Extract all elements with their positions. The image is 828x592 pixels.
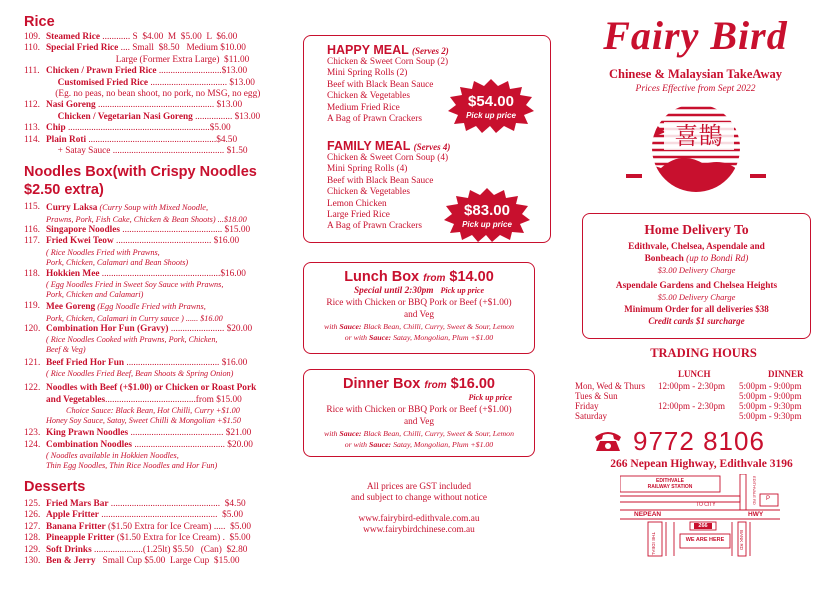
gst-note-2: and subject to change without notice: [350, 493, 488, 503]
delivery-charge-1: $3.00 Delivery Charge: [657, 265, 736, 275]
list-item: 114. Plain Roti .......................................................$4.50: [24, 134, 238, 145]
list-item: 128. Pineapple Fritter ($1.50 Extra for Ice Cream) . $5.00: [24, 533, 251, 544]
list-item-note: ( Rice Noodles Fried Beef, Bean Shoots & Spring Onion): [46, 369, 234, 379]
list-item: 121. Beef Fried Hor Fun ........................................ $16.00: [24, 357, 248, 368]
hours-lunch: 12:00pm - 2:30pm: [658, 401, 725, 411]
happy-meal-title: HAPPY MEAL (Serves 2): [327, 43, 449, 57]
list-item: 119. Mee Goreng (Egg Noodle Fried with Prawns,: [24, 301, 206, 313]
family-meal-items: [327, 153, 450, 233]
list-item: 126. Apple Fritter .................................................. $5.00: [24, 510, 244, 521]
lunch-line2: and Veg: [403, 310, 435, 320]
list-item-note: ( Rice Noodles Cooked with Prawns, Pork, Chicken,: [46, 334, 218, 344]
noodles-heading-row: [24, 163, 270, 199]
address: 266 Nepean Highway, Edithvale 3196: [610, 458, 793, 470]
meal-item: Chicken & Sweet Corn Soup (4): [327, 153, 449, 163]
meal-item: Chicken & Sweet Corn Soup (2): [327, 57, 449, 67]
credit-surcharge: Credit cards $1 surcharge: [648, 316, 745, 326]
meal-item: Lemon Chicken: [327, 198, 387, 209]
map-bank-rd: BANK RD: [739, 530, 744, 551]
list-item-note: ( Noodles available in Hokkien Noodles,: [46, 450, 179, 460]
hours-days: Friday: [575, 401, 599, 411]
lunch-sauce2: or with Sauce: Satay, Mongolian, Plum +$1.00: [344, 333, 494, 342]
mid-footer: [303, 482, 535, 536]
list-item: 125. Fried Mars Bar ............................................... $4.50: [24, 498, 246, 509]
list-item: Customised Fried Rice ................................. $13.00: [46, 77, 255, 88]
hours-row: [563, 381, 828, 391]
dinner-sauce1: with Sauce: Black Bean, Chilli, Curry, Sweet & Sour, Lemon: [324, 429, 514, 438]
dinner-line2: and Veg: [403, 417, 435, 427]
list-item: 110. Special Fried Rice .... Small $8.50 Medium $10.00: [24, 43, 246, 54]
telephone-icon: [593, 429, 623, 453]
map-we-are-here: WE ARE HERE: [685, 537, 725, 543]
rice-heading: Rice: [24, 14, 55, 30]
hours-row: [563, 401, 828, 411]
map-number: 266: [698, 523, 708, 529]
list-item: Chicken / Vegetarian Nasi Goreng ................ $13.00: [46, 111, 261, 122]
list-item: (Eg. no peas, no bean shoot, no pork, no MSG, no egg): [46, 89, 261, 100]
family-pickup-label: Pick up price: [462, 220, 512, 229]
list-item-note: Pork, Chicken and Calamari): [46, 290, 144, 300]
list-item-note: Pork, Chicken, Calamari in Curry sauce ) ...... $16.00: [46, 313, 223, 323]
hours-row: [563, 391, 828, 401]
meal-item: Beef with Black Bean Sauce: [327, 175, 434, 186]
meal-item: A Bag of Prawn Crackers: [327, 114, 423, 125]
list-item-cont: and Vegetables .......................................from $15.00: [46, 394, 242, 405]
list-item: Large (Former Extra Large) $11.00: [46, 54, 250, 65]
dinner-header: DINNER: [768, 369, 804, 379]
delivery-area-1: Edithvale, Chelsea, Aspendale and: [628, 242, 765, 252]
list-item: 120. Combination Hor Fun (Gravy) ....................... $20.00: [24, 323, 253, 334]
lunch-box-panel: [303, 262, 535, 354]
list-item: 113. Chip .............................................................$5.00: [24, 123, 231, 134]
meal-item: Chicken & Vegetables: [327, 91, 410, 102]
gst-note: All prices are GST included: [366, 482, 472, 492]
dinner-sauce2: or with Sauce: Satay, Mongolian, Plum +$1.00: [344, 440, 494, 449]
rice-list: [24, 32, 270, 157]
hours-days: Saturday: [575, 411, 607, 421]
noodles-list: [24, 202, 270, 470]
happy-price-burst: [448, 79, 534, 133]
map-side-road: EDITHVALE RD: [752, 476, 757, 505]
list-item-note: Honey Soy Sauce, Satay, Sweet Chilli & Mongolian +$1.50: [46, 416, 241, 426]
list-item: 129. Soft Drinks .....................(1.25lt) $5.50 (Can) $2.80: [24, 544, 248, 555]
family-price-burst: [444, 188, 530, 242]
phone-row: [593, 424, 765, 458]
delivery-area-2: Aspendale Gardens and Chelsea Heights: [615, 281, 778, 291]
hours-days: Tues & Sun: [575, 391, 618, 401]
list-item: 111. Chicken / Prawn Fried Rice ...........................$13.00: [24, 66, 248, 77]
list-item: 118. Hokkien Mee ...................................................$16.00: [24, 268, 246, 279]
hours-table: [563, 381, 828, 421]
delivery-box: [582, 213, 811, 339]
meals-box: [303, 35, 551, 243]
chinese-characters: 喜鵲: [664, 122, 734, 150]
list-item: 109. Steamed Rice ............ S $4.00 M $5.00 L $6.00: [24, 32, 238, 42]
dinner-box-panel: [303, 369, 535, 457]
hours-dinner: 5:00pm - 9:00pm: [739, 391, 802, 401]
list-item-note: Choice Sauce: Black Bean, Hot Chilli, Curry +$1.00: [66, 406, 240, 416]
map-parking: P: [766, 496, 771, 502]
family-meal: [327, 139, 450, 233]
lunch-line1: Rice with Chicken or BBQ Pork or Beef (+$1.00): [326, 298, 512, 308]
dinner-line1: Rice with Chicken or BBQ Pork or Beef (+$1.00): [326, 405, 512, 415]
happy-meal-items: [327, 57, 449, 125]
happy-meal: [327, 43, 449, 125]
hours-row: [563, 411, 828, 421]
map-to-city: TO CITY: [696, 502, 716, 508]
map-nepean: NEPEAN: [634, 511, 662, 518]
meal-item: Chicken & Vegetables: [327, 187, 410, 198]
lunch-sauce1: with Sauce: Black Bean, Chilli, Curry, Sweet & Sour, Lemon: [324, 322, 514, 331]
list-item-note: Prawns, Pork, Fish Cake, Chicken & Bean Shoots) ...$18.00: [46, 214, 247, 224]
delivery-area-1b: Bonbeach (up to Bondi Rd): [644, 254, 749, 264]
map-station: EDITHVALE RAILWAY STATION: [647, 478, 693, 490]
desserts-list: [24, 499, 270, 567]
list-item: + Satay Sauce ................................................ $1.50: [46, 146, 248, 157]
hours-dinner: 5:00pm - 9:30pm: [739, 411, 802, 421]
noodles-heading: Noodles Box: [24, 164, 113, 181]
list-item-note: Pork, Chicken, Calamari and Bean Shoots): [46, 257, 189, 267]
brand-tagline: Chinese & Malaysian TakeAway: [608, 67, 783, 81]
meal-item: Mini Spring Rolls (2): [327, 68, 408, 79]
desserts-heading: Desserts: [24, 478, 86, 495]
happy-price: $54.00: [468, 93, 514, 110]
list-item: 115. Curry Laksa (Curry Soup with Mixed Noodle,: [24, 202, 209, 214]
bird-logo: [626, 102, 766, 194]
noodles-subheading: (with Crispy Noodles $2.50 extra): [24, 164, 257, 199]
list-item: 123. King Prawn Noodles ........................................ $21.00: [24, 428, 252, 439]
website-link-2[interactable]: www.fairybirdchinese.com.au: [363, 525, 475, 535]
dinner-box-title: Dinner Box from $16.00: [343, 376, 495, 392]
meal-item: A Bag of Prawn Crackers: [327, 221, 423, 232]
delivery-charge-2: $5.00 Delivery Charge: [657, 292, 736, 302]
list-item: 116. Singapore Noodles ........................................... $15.00: [24, 224, 251, 235]
lunch-header: LUNCH: [678, 369, 711, 379]
dinner-pickup: Pick up price: [468, 393, 512, 402]
phone-number[interactable]: 9772 8106: [633, 425, 765, 456]
lunch-special: Special until 2:30pm Pick up price: [353, 286, 485, 296]
hours-dinner: 5:00pm - 9:00pm: [739, 381, 802, 391]
family-meal-title: FAMILY MEAL (Serves 4): [327, 139, 451, 153]
lunch-box-title: Lunch Box from $14.00: [344, 269, 494, 285]
list-item: 112. Nasi Goreng .................................................. $13.00: [24, 100, 243, 111]
delivery-title: Home Delivery To: [644, 222, 749, 237]
list-item-note: Beef & Veg): [46, 344, 86, 354]
hours-dinner: 5:00pm - 9:30pm: [739, 401, 802, 411]
info-column-right: [563, 0, 828, 592]
brand-logo-text: Fairy Bird: [603, 13, 788, 58]
menu-column-left: [0, 0, 278, 592]
list-item: 130. Ben & Jerry Small Cup $5.00 Large Cup $15.00: [24, 555, 240, 566]
meal-item: Beef with Black Bean Sauce: [327, 79, 434, 90]
list-item: 122. Noodles with Beef (+$1.00) or Chicken or Roast Pork: [24, 383, 257, 394]
hours-lunch: 12:00pm - 2:30pm: [658, 381, 725, 391]
list-item-note: Thin Egg Noodles, Thin Rice Noodles and Hor Fun): [46, 460, 218, 470]
happy-pickup-label: Pick up price: [466, 111, 516, 120]
trading-hours: [563, 346, 828, 421]
hours-header: [563, 369, 828, 381]
location-map: [620, 474, 780, 560]
prices-effective: Prices Effective from Sept 2022: [635, 84, 756, 94]
meal-item: Large Fried Rice: [327, 210, 390, 221]
delivery-minimum: Minimum Order for all deliveries $38: [624, 304, 769, 314]
list-item: 117. Fried Kwei Teow ......................................... $16.00: [24, 236, 240, 247]
list-item-note: ( Rice Noodles Fried with Prawns,: [46, 247, 160, 257]
list-item-note: ( Egg Noodles Fried in Sweet Soy Sauce with Prawns,: [46, 280, 224, 290]
map-hwy: HWY: [748, 511, 764, 518]
website-link[interactable]: www.fairybird-edithvale.com.au: [358, 514, 480, 524]
list-item: 124. Combination Noodles ....................................... $20.00: [24, 439, 253, 450]
trading-hours-title: TRADING HOURS: [650, 346, 757, 360]
meal-item: Mini Spring Rolls (4): [327, 164, 408, 175]
meal-item: Medium Fried Rice: [327, 102, 400, 113]
hours-days: Mon, Wed & Thurs: [575, 381, 645, 391]
map-ideal: THE IDEAL: [651, 532, 656, 556]
family-price: $83.00: [464, 202, 510, 219]
list-item: 127. Banana Fritter ($1.50 Extra for Ice Cream) ..... $5.00: [24, 521, 252, 532]
